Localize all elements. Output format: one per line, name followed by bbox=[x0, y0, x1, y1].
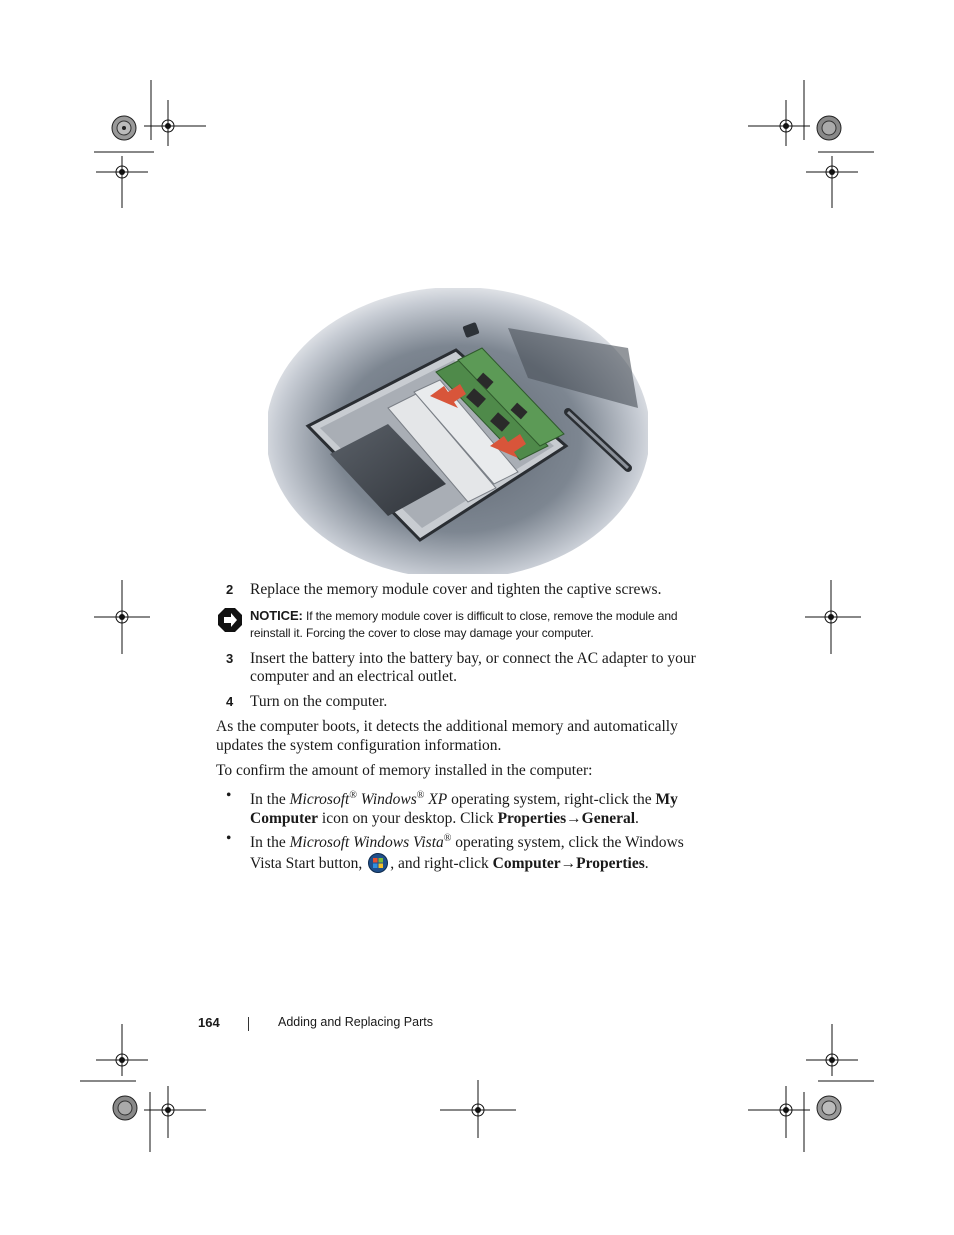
step-3 bbox=[216, 650, 716, 686]
paragraph-confirm: To confirm the amount of memory installed in the computer: bbox=[216, 762, 593, 779]
registration-marks-top-right bbox=[740, 80, 880, 210]
step-4 bbox=[216, 693, 716, 711]
page-number: 164 bbox=[198, 1015, 220, 1030]
bullet-text: In the Microsoft Windows Vista® operating system, click the Windows Vista Start button, , and right-click Computer→Properties. bbox=[250, 830, 716, 878]
my-computer-label: My Computer bbox=[250, 791, 678, 827]
step-text: Insert the battery into the battery bay, or connect the AC adapter to your computer and an electrical outlet. bbox=[250, 650, 696, 685]
paragraph-boot: As the computer boots, it detects the additional memory and automatically updates the system configuration information. bbox=[216, 718, 678, 754]
notice-text: If the memory module cover is difficult to close, remove the module and reinstall it. Forcing the cover to close may damage your computer. bbox=[250, 609, 678, 640]
registration-marks-top-left bbox=[94, 80, 214, 210]
registration-mark-mid-right bbox=[803, 580, 863, 656]
computer-label: Computer bbox=[492, 854, 561, 872]
step-text: Turn on the computer. bbox=[250, 693, 388, 710]
registration-marks-bottom-left bbox=[80, 1024, 214, 1154]
notice-body bbox=[250, 607, 718, 642]
general-label: General bbox=[581, 809, 636, 827]
registration-mark-mid-left bbox=[94, 580, 154, 656]
bullet-windows-vista bbox=[216, 830, 716, 878]
section-title: Adding and Replacing Parts bbox=[278, 1015, 433, 1029]
memory-module-figure bbox=[268, 288, 648, 574]
properties-label: Properties bbox=[497, 809, 567, 827]
bullet-dot: • bbox=[226, 787, 232, 804]
windows-vista-start-icon bbox=[368, 853, 388, 879]
properties-label: Properties bbox=[576, 854, 645, 872]
registration-mark-bottom-center bbox=[438, 1080, 518, 1140]
step-2 bbox=[216, 581, 716, 599]
notice-label: NOTICE: bbox=[250, 608, 303, 623]
bullet-dot: • bbox=[226, 830, 232, 847]
notice-icon bbox=[218, 608, 242, 637]
registration-marks-bottom-right bbox=[740, 1024, 880, 1154]
step-text: Replace the memory module cover and tighten the captive screws. bbox=[250, 581, 662, 598]
step-number: 2 bbox=[226, 582, 234, 597]
bullet-windows-xp bbox=[216, 787, 716, 828]
step-number: 4 bbox=[226, 694, 234, 709]
bullet-text: In the Microsoft® Windows® XP operating system, right-click the My Computer icon on your desktop. Click Properties→General. bbox=[250, 790, 678, 827]
notice-block bbox=[218, 607, 718, 642]
step-number: 3 bbox=[226, 651, 234, 666]
footer-divider bbox=[248, 1017, 249, 1031]
